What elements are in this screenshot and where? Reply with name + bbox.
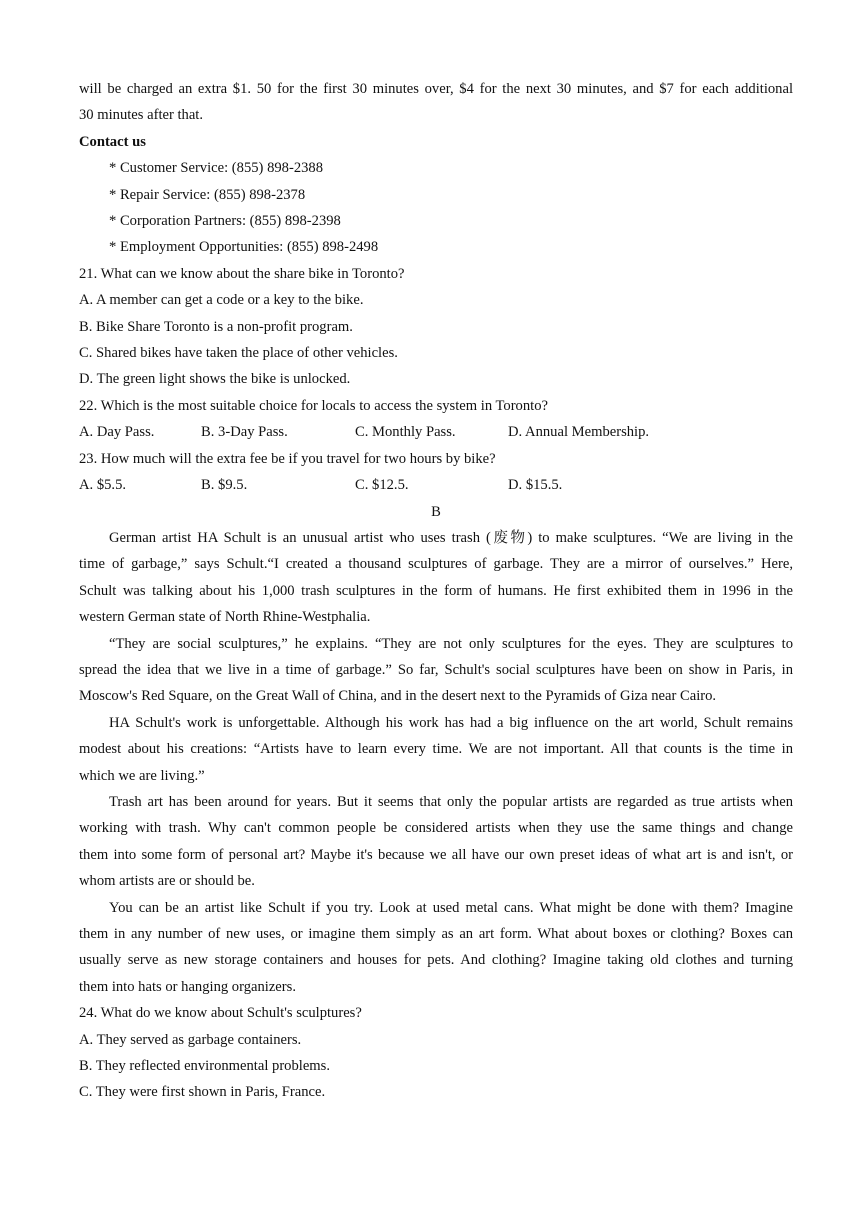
- passage-line: You can be an artist like Schult if you try. Look at used metal cans. What might be done with them? Imagine: [109, 899, 793, 916]
- document-page: [79, 76, 793, 1106]
- section-heading: B: [431, 503, 441, 520]
- question-option: B. $9.5.: [201, 477, 248, 494]
- passage-line: them in any number of new uses, or imagine them simply as an art form. What about boxes or clothing? Boxes can: [79, 926, 793, 942]
- text-line: will be charged an extra $1. 50 for the first 30 minutes over, $4 for the next 30 minutes, and $7 for each additional: [79, 81, 793, 97]
- passage-line: usually serve as new storage containers and houses for pets. And clothing? Imagine taking old clothes and turning: [79, 952, 793, 969]
- question-option: D. Annual Membership.: [508, 424, 650, 441]
- contact-heading: Contact us: [79, 133, 146, 150]
- passage-line: whom artists are or should be.: [79, 873, 255, 890]
- question-stem: 24. What do we know about Schult's sculptures?: [79, 1005, 362, 1022]
- question-option: B. Bike Share Toronto is a non-profit program.: [79, 318, 353, 335]
- text-line: 30 minutes after that.: [79, 107, 204, 124]
- passage-line: time of garbage,” says Schult.“I created a thousand sculptures of garbage. They are a mirror of ourselves.” Here,: [79, 556, 793, 573]
- passage-line: German artist HA Schult is an unusual artist who uses trash (废物) to make sculptures. “We are living in the: [109, 529, 793, 546]
- question-option: D. The green light shows the bike is unlocked.: [79, 371, 351, 388]
- question-stem: 23. How much will the extra fee be if you travel for two hours by bike?: [79, 450, 496, 467]
- question-option: C. $12.5.: [355, 477, 409, 494]
- question-option: A. $5.5.: [79, 477, 127, 494]
- passage-line: western German state of North Rhine-Westphalia.: [79, 609, 371, 626]
- passage-line: spread the idea that we live in a time of garbage.” So far, Schult's social sculptures have been on show in Paris, in: [79, 661, 793, 678]
- contact-line: * Employment Opportunities: (855) 898-2498: [109, 239, 379, 256]
- question-option: D. $15.5.: [508, 477, 563, 494]
- passage-line: Moscow's Red Square, on the Great Wall of China, and in the desert next to the Pyramids of Giza near Cairo.: [79, 688, 717, 705]
- question-option: C. Monthly Pass.: [355, 424, 456, 441]
- question-option: A. A member can get a code or a key to the bike.: [79, 292, 364, 309]
- question-option: C. Shared bikes have taken the place of other vehicles.: [79, 345, 398, 362]
- passage-line: which we are living.”: [79, 767, 205, 784]
- question-options-row: [79, 419, 793, 445]
- question-option: B. 3-Day Pass.: [201, 424, 288, 441]
- passage-line: them into hats or hanging organizers.: [79, 978, 296, 995]
- contact-line: * Customer Service: (855) 898-2388: [109, 160, 324, 177]
- question-option: A. They served as garbage containers.: [79, 1031, 302, 1048]
- question-option: B. They reflected environmental problems.: [79, 1058, 330, 1075]
- question-stem: 22. Which is the most suitable choice for locals to access the system in Toronto?: [79, 397, 548, 414]
- contact-line: * Corporation Partners: (855) 898-2398: [109, 213, 341, 230]
- contact-line: * Repair Service: (855) 898-2378: [109, 186, 306, 203]
- passage-line: HA Schult's work is unforgettable. Although his work has had a big influence on the art world, Schult remains: [109, 714, 793, 731]
- passage-line: Schult was talking about his 1,000 trash sculptures in the form of humans. He first exhibited them in 1996 in the: [79, 582, 793, 599]
- passage-line: Trash art has been around for years. But it seems that only the popular artists are regarded as true artists when: [109, 793, 793, 810]
- passage-line: working with trash. Why can't common people be considered artists when they use the same things and change: [79, 820, 793, 837]
- question-option: A. Day Pass.: [79, 424, 155, 441]
- question-options-row: [79, 472, 793, 498]
- passage-line: “They are social sculptures,” he explains. “They are not only sculptures for the eyes. They are sculptures to: [109, 635, 793, 652]
- passage-line: them into some form of personal art? Maybe it's because we all have our own preset ideas of what art is and isn't, or: [79, 846, 793, 863]
- passage-line: modest about his creations: “Artists have to learn every time. We are not important. All that counts is the time in: [79, 741, 793, 758]
- question-stem: 21. What can we know about the share bike in Toronto?: [79, 265, 405, 282]
- question-option: C. They were first shown in Paris, France.: [79, 1084, 326, 1101]
